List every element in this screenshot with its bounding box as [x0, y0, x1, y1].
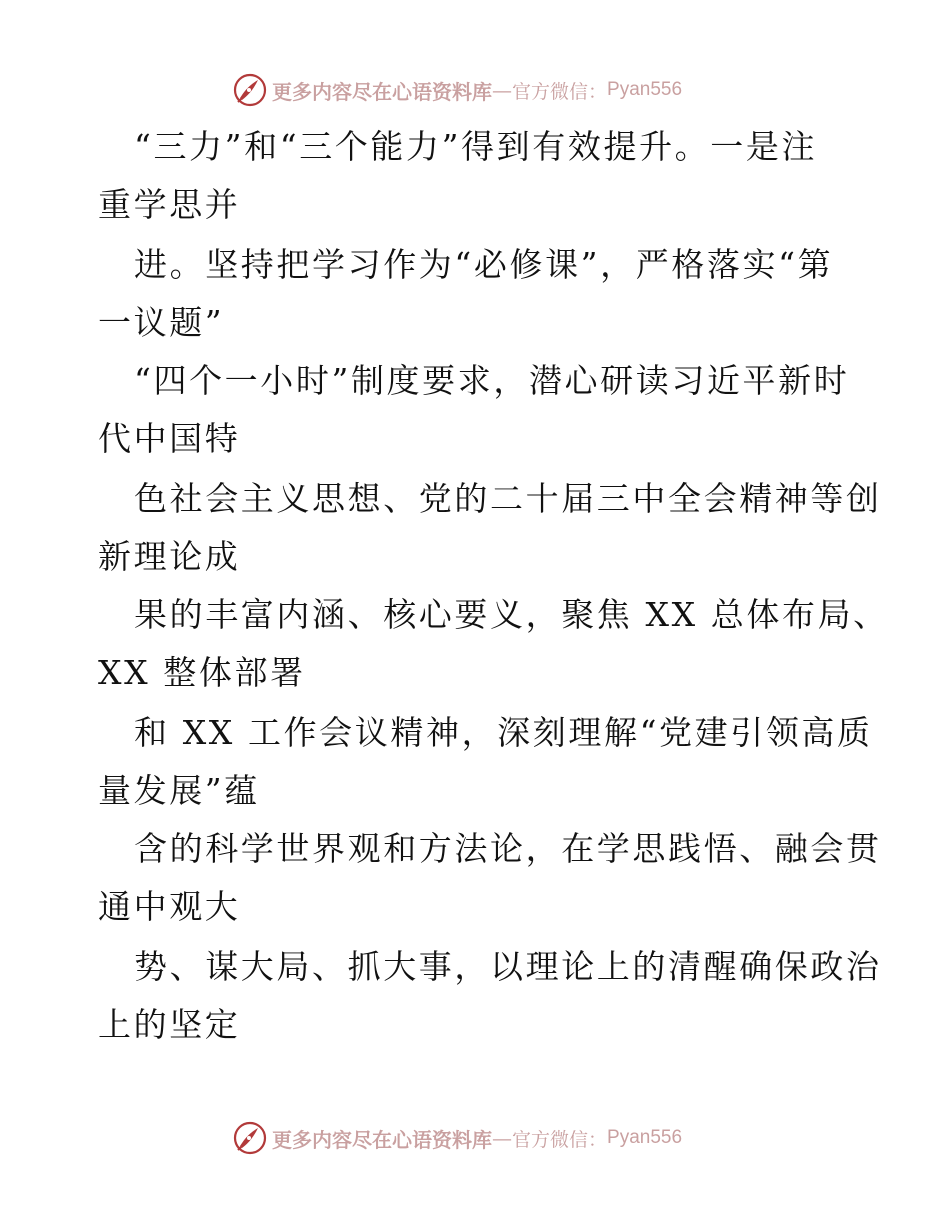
banner-title: 更多内容尽在心语资料库 [272, 1127, 492, 1152]
banner-account-id: Pyan556 [607, 1127, 683, 1148]
text-line: 进。坚持把学习作为“必修课”，严格落实“第 [134, 245, 834, 284]
banner-subtitle: 官方微信： [512, 1128, 608, 1151]
banner-title: 更多内容尽在心语资料库 [272, 79, 492, 104]
text-line: 通中观大 [98, 887, 241, 926]
text-line: 量发展”蕴 [98, 771, 260, 810]
text-line: 势、谋大局、抓大事，以理论上的清醒确保政治 [134, 947, 882, 986]
pen-nib-logo-icon [232, 1120, 268, 1156]
text-line: “三力”和“三个能力”得到有效提升。一是注 [134, 127, 818, 166]
text-line: 代中国特 [98, 419, 241, 458]
text-line: 色社会主义思想、党的二十届三中全会精神等创 [134, 479, 882, 518]
text-line: “四个一小时”制度要求，潜心研读习近平新时 [134, 361, 850, 400]
text-line: 新理论成 [98, 537, 241, 576]
banner-separator: — [492, 78, 512, 102]
text-line: 重学思并 [98, 185, 241, 224]
pen-nib-logo-icon [232, 72, 268, 108]
banner-separator: — [492, 1126, 512, 1150]
text-line: 上的坚定 [98, 1005, 241, 1044]
text-line: 果的丰富内涵、核心要义，聚焦 XX 总体布局、 [134, 595, 889, 634]
header-banner [232, 70, 682, 110]
text-line: 含的科学世界观和方法论，在学思践悟、融会贯 [134, 829, 882, 868]
text-line: 一议题” [98, 303, 225, 342]
text-line: 和 XX 工作会议精神，深刻理解“党建引领高质 [134, 713, 873, 752]
text-line: XX 整体部署 [98, 653, 306, 692]
banner-subtitle: 官方微信： [512, 80, 608, 103]
footer-banner [232, 1118, 682, 1158]
banner-account-id: Pyan556 [607, 79, 683, 100]
